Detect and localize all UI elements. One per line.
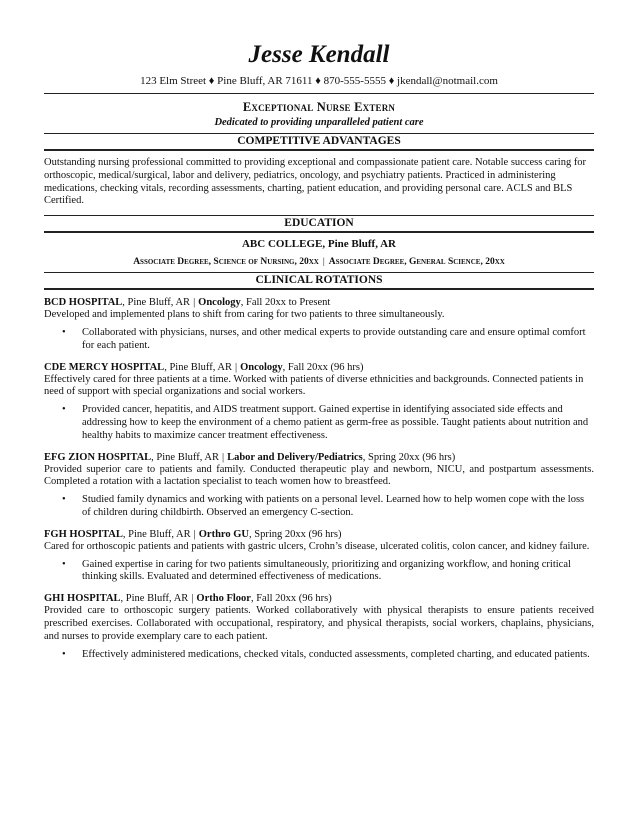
hospital-name: BCD HOSPITAL [44,297,123,309]
hospital-name: CDE MERCY HOSPITAL [44,361,165,373]
section-heading-advantages: COMPETITIVE ADVANTAGES [44,133,594,151]
hospital-name: EFG ZION HOSPITAL [44,451,152,463]
rotation-bullet [44,494,594,520]
resume-page [44,40,594,661]
bullet-text: Gained expertise in caring for two patients simultaneously, prioritizing and organizing workflow, and honing critical thinking skills. Evaluated and determined effectiveness of medications. [82,558,571,583]
section-heading-education: EDUCATION [44,215,594,233]
rotation-description: Provided care to orthoscopic surgery patients. Worked collaboratively with physical therapists to ensure patients received prescribed exercises. Collaborated with occupational, respiratory, and physical therapists, social workers, chaplains, physicians, and nurses to provide exemplary care to each patient. [44,605,594,642]
rotation-unit: Ortho Floor [196,593,251,605]
rotation-header [44,451,594,464]
resume-tagline: Dedicated to providing unparalleled patient care [214,117,424,128]
rotation-header [44,361,594,374]
hospital-location: , Pine Bluff, AR [122,528,191,540]
rotation-item [44,361,594,443]
degree-separator: | [322,257,325,268]
rotation-bullet [44,404,594,442]
rotation-header [44,528,594,541]
resume-title: Exceptional Nurse Extern [242,100,396,114]
rotation-description: Developed and implemented plans to shift from caring for two patients to three simultaneously. [44,309,445,321]
rotation-dates: , Spring 20xx (96 hrs) [362,451,456,463]
rotation-item [44,528,594,584]
header-separator: | [191,593,194,605]
header-separator: | [221,451,225,463]
rotation-header [44,592,594,605]
candidate-name: Jesse Kendall [248,41,390,68]
bullet-text: Effectively administered medications, checked vitals, conducted assessments, completed charting, and educated patients. [82,648,590,660]
rotation-unit: Labor and Delivery/Pediatrics [227,451,363,463]
bullet-text: Provided cancer, hepatitis, and AIDS treatment support. Gained expertise in identifying associated side effects and addressing how to keep the environment of a chemo patient as germ-free as possible. Taught patients about nutrition and healthy habits to maximize cancer treatment effectiveness. [82,404,589,441]
bullet-dot-icon: • [62,494,66,506]
rotation-dates: , Fall 20xx to Present [240,297,331,309]
rotation-description: Cared for orthoscopic patients and patients with gastric ulcers, Crohn’s disease, ulcerated colitis, colon cancer, and kidney failure. [44,540,590,552]
advantages-summary: Outstanding nursing professional committed to providing exceptional and compassionate patient care. Notable success caring for orthoscopic, medical/surgical, labor and delivery, pediatrics, oncology, and psychiatry patients. Practiced in administering medications, checking vitals, recording assessments, charting, patient education, and providing personal care. ACLS and BLS Certified. [44,157,587,207]
bullet-dot-icon: • [62,648,66,660]
rotation-bullet [44,327,594,353]
rotation-dates: , Fall 20xx (96 hrs) [250,593,332,605]
header-divider [44,93,594,94]
rotation-unit: Oncology [240,361,283,373]
degree-nursing: Associate Degree, Science of Nursing, 20xx [133,257,319,268]
college-name: ABC COLLEGE, Pine Bluff, AR [241,238,397,251]
header-separator: | [234,361,238,373]
rotation-unit: Orthro GU [198,528,250,540]
section-heading-rotations: CLINICAL ROTATIONS [44,272,594,290]
rotation-item [44,451,594,520]
contact-line: 123 Elm Street ♦ Pine Bluff, AR 71611 ♦ 870-555-5555 ♦ jkendall@notmail.com [140,75,498,87]
rotation-item [44,592,594,661]
hospital-location: , Pine Bluff, AR [120,593,189,605]
degrees-line [44,255,594,269]
bullet-dot-icon: • [62,404,66,416]
rotation-description: Provided superior care to patients and family. Conducted therapeutic play and newborn, NICU, and postpartum assessments. Completed a rotation with a lactation specialist to teach women how to breastfeed. [44,463,594,488]
bullet-text: Collaborated with physicians, nurses, and other medical experts to provide outstanding care and ensure optimal comfort for each patient. [82,326,586,351]
bullet-dot-icon: • [62,558,66,570]
header-separator: | [193,528,196,540]
rotation-bullet [44,559,594,585]
hospital-location: , Pine Bluff, AR [164,361,232,373]
hospital-name: GHI HOSPITAL [44,593,121,605]
hospital-name: FGH HOSPITAL [44,528,123,540]
rotation-dates: , Fall 20xx (96 hrs) [282,361,364,373]
bullet-dot-icon: • [62,326,66,338]
header-separator: | [193,297,196,309]
rotation-header [44,296,594,309]
degree-general-science: Associate Degree, General Science, 20xx [328,257,505,268]
rotation-bullet [44,649,594,662]
rotation-description: Effectively cared for three patients at a time. Worked with patients of diverse ethnicities and backgrounds. Connected patients in need of support with special organizations and social workers. [44,373,584,398]
hospital-location: , Pine Bluff, AR [122,297,191,309]
rotation-item [44,296,594,352]
bullet-text: Studied family dynamics and working with patients on a personal level. Learned how to help women cope with the loss of children during childbirth. Observed an emergency C-section. [82,494,585,518]
rotation-unit: Oncology [198,297,241,309]
hospital-location: , Pine Bluff, AR [151,451,219,463]
rotation-dates: , Spring 20xx (96 hrs) [249,528,342,540]
rotations-list [44,296,594,661]
